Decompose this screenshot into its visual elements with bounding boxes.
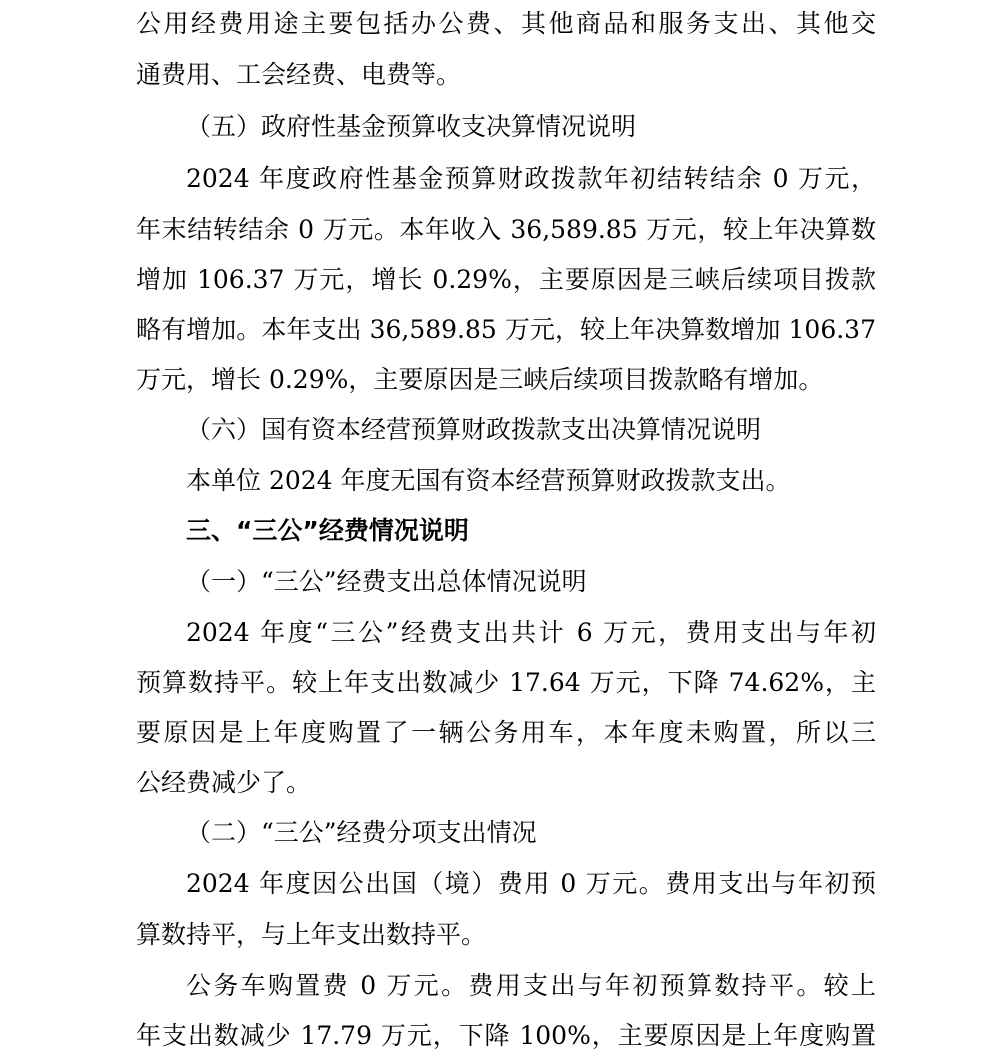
chapter-heading: 三、“三公”经费情况说明 <box>186 516 469 545</box>
paragraph-line: 增加 106.37 万元，增长 0.29%，主要原因是三峡后续项目拨款 <box>136 265 876 294</box>
section-heading: （六）国有资本经营预算财政拨款支出决算情况说明 <box>186 415 762 444</box>
paragraph-line: 公用经费用途主要包括办公费、其他商品和服务支出、其他交 <box>136 9 876 38</box>
paragraph-line: 2024 年度“三公”经费支出共计 6 万元，费用支出与年初 <box>186 618 876 647</box>
paragraph-line: 2024 年度因公出国（境）费用 0 万元。费用支出与年初预 <box>186 869 876 898</box>
paragraph-line: 公务车购置费 0 万元。费用支出与年初预算数持平。较上 <box>186 971 876 1000</box>
paragraph-line: 年末结转结余 0 万元。本年收入 36,589.85 万元，较上年决算数 <box>136 215 876 244</box>
section-heading: （二）“三公”经费分项支出情况 <box>186 818 537 847</box>
section-heading: （一）“三公”经费支出总体情况说明 <box>186 567 587 596</box>
paragraph-line: 本单位 2024 年度无国有资本经营预算财政拨款支出。 <box>186 466 791 495</box>
paragraph-line: 略有增加。本年支出 36,589.85 万元，较上年决算数增加 106.37 <box>136 315 876 344</box>
paragraph-line: 年支出数减少 17.79 万元，下降 100%，主要原因是上年度购置 <box>136 1021 876 1050</box>
paragraph-line: 2024 年度政府性基金预算财政拨款年初结转结余 0 万元， <box>186 164 876 193</box>
paragraph-line: 通费用、工会经费、电费等。 <box>136 60 462 89</box>
paragraph-line: 要原因是上年度购置了一辆公务用车，本年度未购置，所以三 <box>136 718 876 747</box>
section-heading: （五）政府性基金预算收支决算情况说明 <box>186 112 637 141</box>
paragraph-line: 预算数持平。较上年支出数减少 17.64 万元，下降 74.62%，主 <box>136 668 876 697</box>
paragraph-line: 公经费减少了。 <box>136 768 312 797</box>
paragraph-line: 万元，增长 0.29%，主要原因是三峡后续项目拨款略有增加。 <box>136 365 824 394</box>
paragraph-line: 算数持平，与上年支出数持平。 <box>136 920 487 949</box>
